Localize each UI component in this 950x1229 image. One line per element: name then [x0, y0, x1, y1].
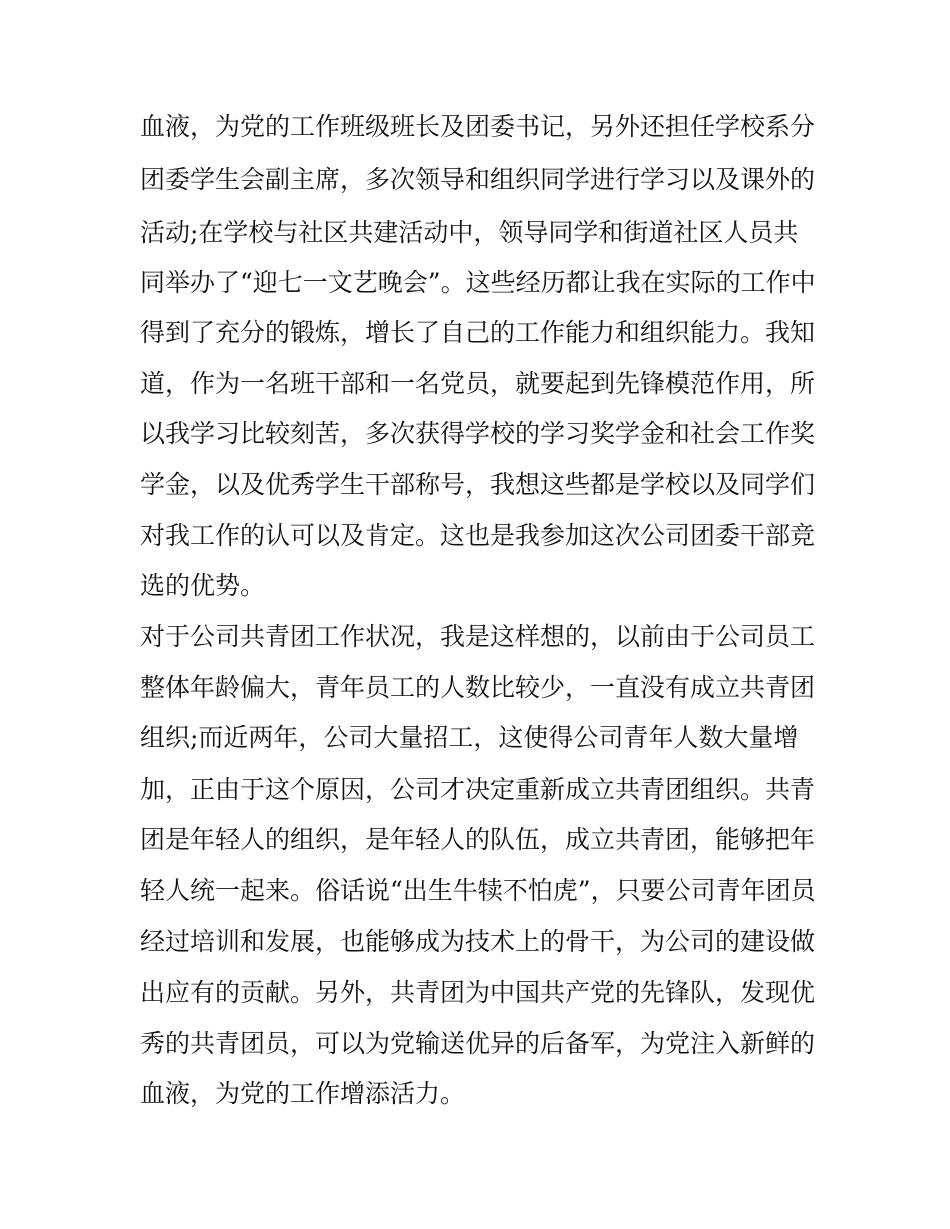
text-line: 血液，为党的工作增添活力。 — [140, 1079, 466, 1108]
text-line: 经过培训和发展，也能够成为技术上的骨干，为公司的建设做 — [140, 927, 816, 956]
text-line: 组织;而近两年，公司大量招工，这使得公司青年人数大量增 — [140, 723, 799, 752]
text-line: 学金，以及优秀学生干部称号，我想这些都是学校以及同学们 — [140, 470, 816, 499]
text-line: 出应有的贡献。另外，共青团为中国共产党的先锋队，发现优 — [140, 978, 816, 1007]
text-line: 团是年轻人的组织，是年轻人的队伍，成立共青团，能够把年 — [140, 825, 816, 854]
text-line: 得到了充分的锻炼，增长了自己的工作能力和组织能力。我知 — [140, 318, 816, 347]
text-line: 整体年龄偏大，青年员工的人数比较少，一直没有成立共青团 — [140, 673, 816, 702]
text-line: 血液，为党的工作班级班长及团委书记，另外还担任学校系分 — [140, 112, 816, 141]
text-line: 以我学习比较刻苦，多次获得学校的学习奖学金和社会工作奖 — [140, 419, 816, 448]
text-line: 道，作为一名班干部和一名党员，就要起到先锋模范作用，所 — [140, 369, 816, 398]
text-line: 同举办了“迎七一文艺晚会”。这些经历都让我在实际的工作中 — [140, 268, 816, 297]
text-line: 轻人统一起来。俗话说“出生牛犊不怕虎”，只要公司青年团员 — [140, 876, 816, 905]
text-line: 团委学生会副主席，多次领导和组织同学进行学习以及课外的 — [140, 165, 816, 194]
text-line: 秀的共青团员，可以为党输送优异的后备军，为党注入新鲜的 — [140, 1029, 816, 1058]
text-line: 对于公司共青团工作状况，我是这样想的，以前由于公司员工 — [140, 622, 816, 651]
text-line: 加，正由于这个原因，公司才决定重新成立共青团组织。共青 — [140, 775, 816, 804]
text-line: 选的优势。 — [140, 571, 266, 600]
text-line: 对我工作的认可以及肯定。这也是我参加这次公司团委干部竞 — [140, 521, 816, 550]
text-line: 活动;在学校与社区共建活动中，领导同学和街道社区人员共 — [140, 218, 799, 247]
